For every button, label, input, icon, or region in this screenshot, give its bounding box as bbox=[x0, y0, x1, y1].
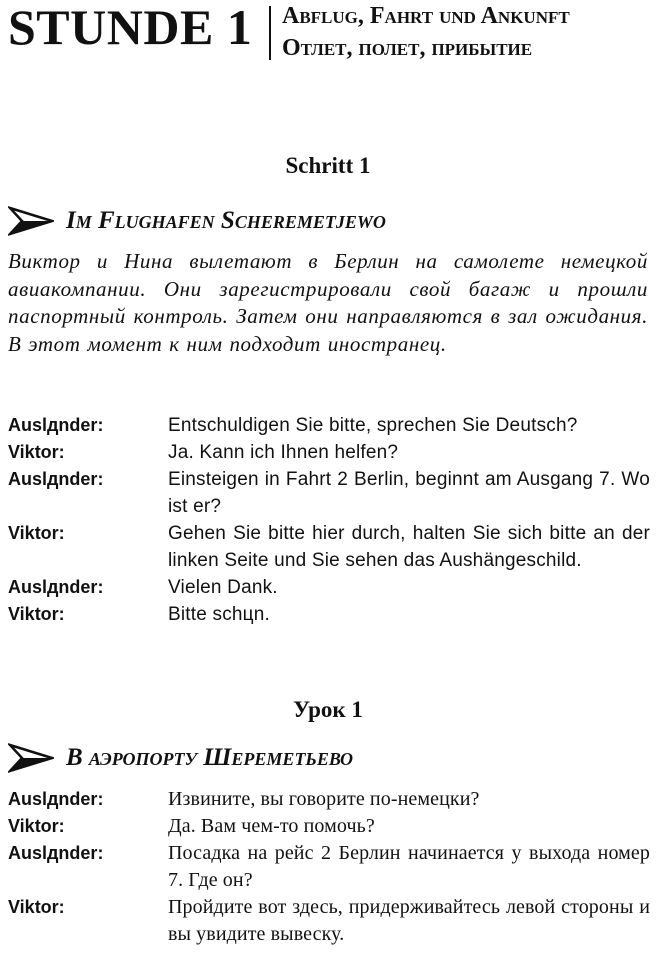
dialogue-line bbox=[8, 520, 650, 574]
page-header bbox=[0, 0, 656, 72]
speaker-label: Auslдnder: bbox=[8, 843, 104, 863]
dialogue-text: Ja. Kann ich Ihnen helfen? bbox=[168, 442, 399, 463]
dialogue-text: Einsteigen in Fahrt 2 Berlin, beginnt am Ausgang 7. Wo ist er? bbox=[168, 469, 650, 517]
dialogue-line bbox=[8, 466, 650, 520]
speaker-label: Viktor: bbox=[8, 523, 65, 543]
subheading-text: В аэропорту Шереметьево bbox=[66, 744, 354, 771]
subheading-aeroport bbox=[8, 741, 353, 775]
subheading-flughafen bbox=[8, 204, 386, 238]
speaker-label: Auslдnder: bbox=[8, 469, 104, 489]
dialogue-line bbox=[8, 840, 650, 894]
speaker-label: Viktor: bbox=[8, 816, 65, 836]
dialogue-text: Пройдите вот здесь, придерживайтесь левой стороны и вы увидите вывеску. bbox=[168, 896, 650, 945]
dialogue-text: Да. Вам чем-то помочь? bbox=[168, 815, 375, 837]
dialogue-line bbox=[8, 439, 650, 466]
dialogue-russian bbox=[8, 786, 650, 948]
dialogue-german bbox=[8, 412, 650, 628]
dialogue-text: Bitte schцn. bbox=[168, 604, 270, 625]
section-heading-schritt: Schritt 1 bbox=[285, 153, 371, 178]
subheading-text: Im Flughafen Scheremetjewo bbox=[66, 207, 386, 234]
unit-title: STUNDE 1 bbox=[8, 0, 253, 55]
speaker-label: Viktor: bbox=[8, 442, 65, 462]
speaker-label: Viktor: bbox=[8, 604, 65, 624]
dialogue-text: Посадка на рейс 2 Берлин начинается у выхода номер 7. Где он? bbox=[168, 842, 650, 891]
header-divider bbox=[269, 6, 271, 60]
speaker-label: Auslдnder: bbox=[8, 789, 104, 809]
dialogue-text: Извините, вы говорите по-немецки? bbox=[168, 788, 480, 810]
dialogue-line bbox=[8, 601, 650, 628]
topic-title-russian: Отлет, полет, прибытие bbox=[282, 35, 533, 61]
speaker-label: Auslдnder: bbox=[8, 415, 104, 435]
topic-title-german: Abflug, Fahrt und Ankunft bbox=[282, 3, 570, 29]
intro-paragraph: Виктор и Нина вылетают в Берлин на самолете немецкой авиакомпании. Они зарегистрировали свой багаж и прошли паспортный контроль. Затем они направляются в зал ожидания. В этот момент к ним подходит иностранец. bbox=[8, 249, 648, 356]
arrow-pointer-icon bbox=[8, 206, 54, 236]
speaker-label: Viktor: bbox=[8, 897, 65, 917]
speaker-label: Auslдnder: bbox=[8, 577, 104, 597]
dialogue-line bbox=[8, 813, 650, 840]
dialogue-text: Entschuldigen Sie bitte, sprechen Sie Deutsch? bbox=[168, 415, 578, 436]
dialogue-text: Gehen Sie bitte hier durch, halten Sie sich bitte an der linken Seite und Sie sehen das Aushängeschild. bbox=[168, 523, 650, 571]
dialogue-text: Vielen Dank. bbox=[168, 577, 278, 598]
dialogue-line bbox=[8, 412, 650, 439]
arrow-pointer-icon bbox=[8, 743, 54, 773]
dialogue-line bbox=[8, 574, 650, 601]
dialogue-line bbox=[8, 894, 650, 948]
section-heading-urok: Урок 1 bbox=[293, 697, 363, 722]
dialogue-line bbox=[8, 786, 650, 813]
